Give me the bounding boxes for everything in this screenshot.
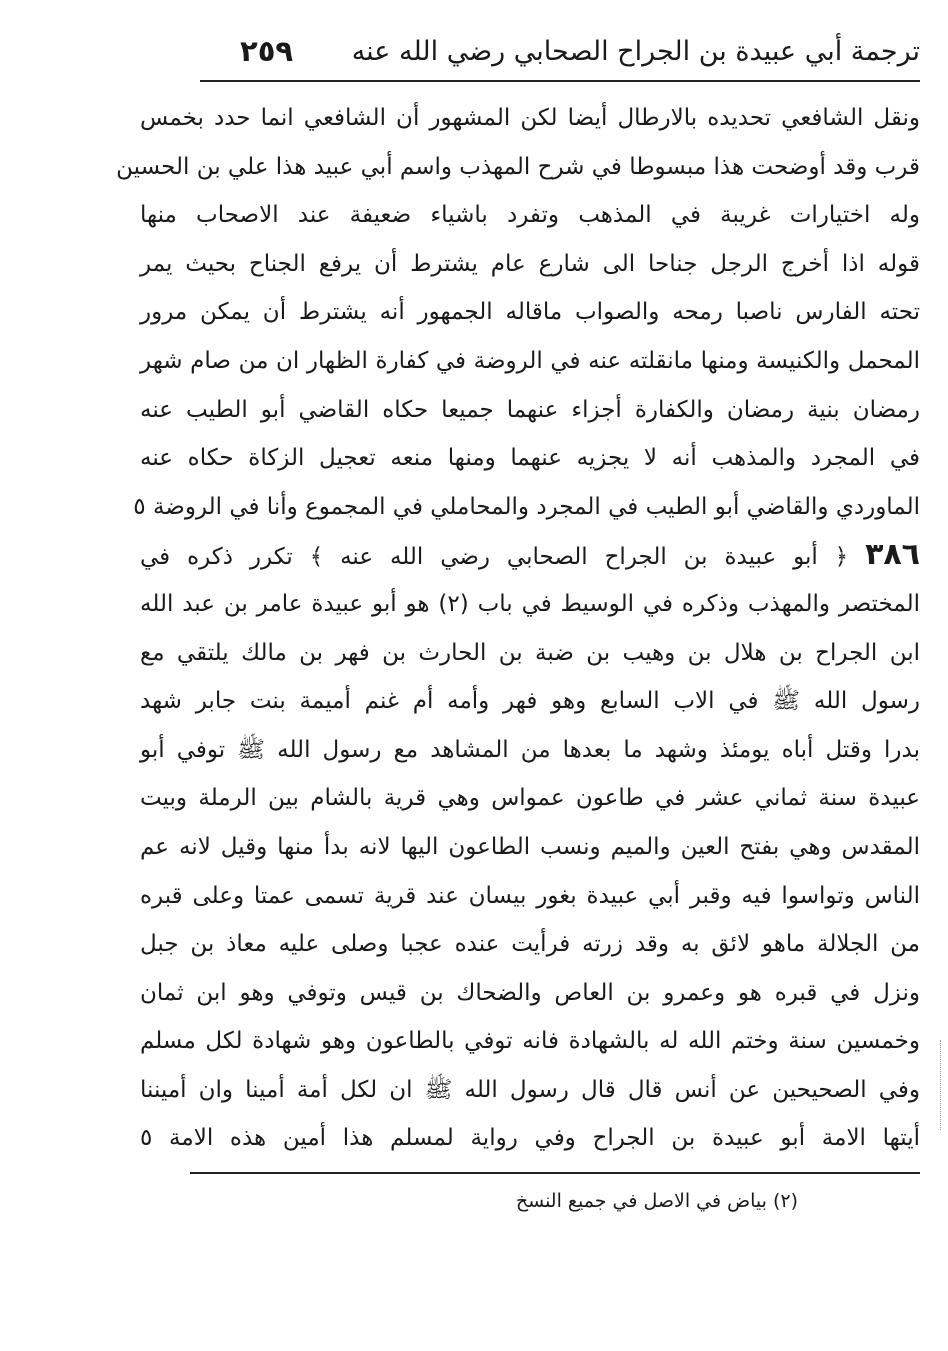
text-line: وله اختيارات غريبة في المذهب وتفرد باشياء ضعيفة عند الاصحاب منها xyxy=(140,202,920,229)
text-line: تحته الفارس ناصبا رمحه والصواب ماقاله الجمهور أنه يشترط أن يمكن مرور xyxy=(140,299,920,326)
entry-heading: ﴿ أبو عبيدة بن الجراح الصحابي رضي الله عنه ﴾ تكرر ذكره في xyxy=(140,544,849,571)
text-line: بدرا وقتل أباه يومئذ وشهد ما بعدها من المشاهد مع رسول الله ﷺ توفي أبو xyxy=(140,736,920,763)
text-line: ونقل الشافعي تحديده بالارطال أيضا لكن المشهور أن الشافعي انما حدد بخمس xyxy=(140,105,920,131)
scan-edge-mark xyxy=(940,1040,941,1130)
text-line: الناس وتواسوا فيه وقبر أبي عبيدة بغور بيسان عند قرية تسمى عمتا وعلى قبره xyxy=(140,882,920,909)
text-line: أيتها الامة أبو عبيدة بن الجراح وفي رواية لمسلم هذا أمين هذه الامة ٥ xyxy=(140,1125,920,1152)
header-rule xyxy=(200,80,920,82)
text-line: عبيدة سنة ثماني عشر في طاعون عمواس وهي قرية بالشام بين الرملة وبيت xyxy=(140,785,920,812)
entry-number: ٣٨٦ xyxy=(865,537,920,573)
main-text xyxy=(116,94,920,1163)
text-line: قوله اذا أخرج الرجل جناحا الى شارع عام يشترط أن يرفع الجناح بحيث يمر xyxy=(140,250,920,277)
text-line: المختصر والمهذب وذكره في الوسيط في باب (٢) هو أبو عبيدة عامر بن عبد الله xyxy=(140,590,920,617)
text-line: رسول الله ﷺ في الاب السابع وهو فهر وأمه أم غنم أميمة بنت جابر شهد xyxy=(140,688,920,715)
text-line: وخمسين سنة وختم الله له بالشهادة فانه توفي بالطاعون وهو شهادة لكل مسلم xyxy=(140,1028,920,1055)
page-number: ٢٥٩ xyxy=(240,34,294,68)
text-line: المحمل والكنيسة ومنها مانقلته عنه في الروضة في كفارة الظهار ان من صام شهر xyxy=(140,347,920,374)
footnote-rule xyxy=(190,1172,920,1174)
text-line: وفي الصحيحين عن أنس قال قال رسول الله ﷺ ان لكل أمة أمينا وان أميننا xyxy=(140,1076,920,1103)
text-line: المقدس وهي بفتح العين والميم ونسب الطاعون اليها لانه بدأ منها وقيل لانه عم xyxy=(140,833,920,860)
running-header xyxy=(200,34,940,74)
text-line: الماوردي والقاضي أبو الطيب في المجرد والمحاملي في المجموع وأنا في الروضة ٥ xyxy=(133,493,920,520)
text-line: ابن الجراح بن هلال بن وهيب بن ضبة بن الحارث بن فهر بن مالك يلتقي مع xyxy=(140,639,920,666)
running-title: ترجمة أبي عبيدة بن الجراح الصحابي رضي الله عنه xyxy=(351,36,920,67)
footnote: (٢) بياض في الاصل في جميع النسخ xyxy=(515,1190,798,1212)
text-line: ونزل في قبره هو وعمرو بن العاص والضحاك بن قيس وتوفي وهو ابن ثمان xyxy=(140,979,920,1006)
text-line: رمضان بنية رمضان والكفارة أجزاء عنهما جميعا حكاه القاضي أبو الطيب عنه xyxy=(140,396,920,423)
text-line: من الجلالة ماهو لائق به وقد زرته فرأيت عنده عجبا وصلى عليه معاذ بن جبل xyxy=(140,931,920,958)
text-line: في المجرد والمذهب أنه لا يجزيه عنهما ومنها منعه تعجيل الزكاة حكاه عنه xyxy=(140,445,920,472)
text-line: قرب وقد أوضحت هذا مبسوطا في شرح المهذب واسم أبي عبيد هذا علي بن الحسين xyxy=(116,153,920,180)
entry-heading-line xyxy=(140,531,920,580)
